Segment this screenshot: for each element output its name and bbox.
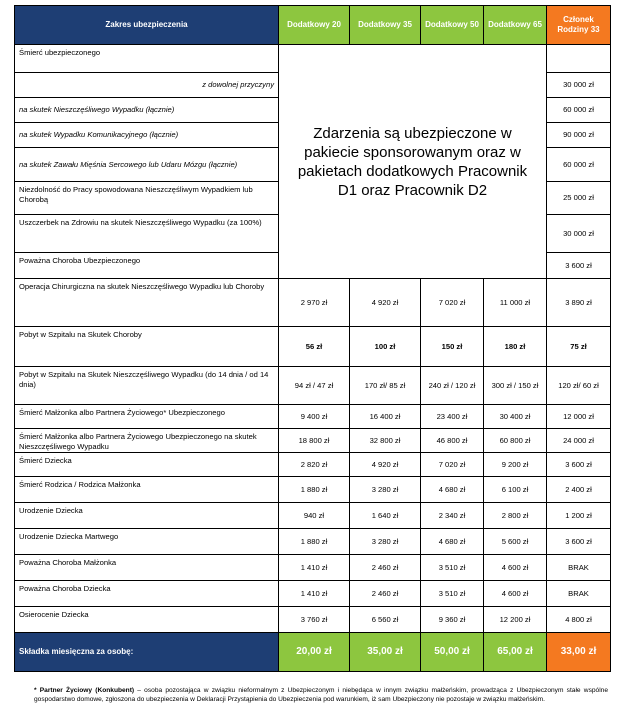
table-row bbox=[15, 503, 611, 529]
row-value: 18 800 zł bbox=[279, 429, 350, 453]
row-value: 3 510 zł bbox=[421, 581, 484, 607]
row-value: 1 200 zł bbox=[547, 503, 611, 529]
row-value: BRAK bbox=[547, 581, 611, 607]
row-label: Urodzenie Dziecka bbox=[15, 503, 279, 529]
row-value: 4 600 zł bbox=[484, 581, 547, 607]
row-value: 4 800 zł bbox=[547, 607, 611, 633]
header-col-d20: Dodatkowy 20 bbox=[279, 6, 350, 45]
row-value: 240 zł / 120 zł bbox=[421, 367, 484, 405]
row-value: 4 600 zł bbox=[484, 555, 547, 581]
row-value: 3 280 zł bbox=[350, 477, 421, 503]
row-value: 6 100 zł bbox=[484, 477, 547, 503]
total-value: 20,00 zł bbox=[279, 633, 350, 672]
row-value: 12 200 zł bbox=[484, 607, 547, 633]
row-value: 300 zł / 150 zł bbox=[484, 367, 547, 405]
row-value: 11 000 zł bbox=[484, 279, 547, 327]
row-value: 3 600 zł bbox=[547, 253, 611, 279]
total-value: 65,00 zł bbox=[484, 633, 547, 672]
row-label: na skutek Wypadku Komunikacyjnego (łącznie) bbox=[15, 123, 279, 148]
row-value: 23 400 zł bbox=[421, 405, 484, 429]
row-value: 60 000 zł bbox=[547, 148, 611, 182]
row-value: 60 800 zł bbox=[484, 429, 547, 453]
row-value: 120 zł/ 60 zł bbox=[547, 367, 611, 405]
row-value: 30 400 zł bbox=[484, 405, 547, 429]
row-label: Pobyt w Szpitalu na Skutek Nieszczęśliwego Wypadku (do 14 dnia / od 14 dnia) bbox=[15, 367, 279, 405]
header-row bbox=[15, 6, 611, 45]
header-col-family33: Członek Rodziny 33 bbox=[547, 6, 611, 45]
header-col-d65: Dodatkowy 65 bbox=[484, 6, 547, 45]
row-value: 25 000 zł bbox=[547, 182, 611, 215]
row-label: Śmierć ubezpieczonego bbox=[15, 45, 279, 73]
row-value bbox=[547, 45, 611, 73]
row-value: 3 890 zł bbox=[547, 279, 611, 327]
row-value: 1 410 zł bbox=[279, 581, 350, 607]
row-label: Śmierć Małżonka albo Partnera Życiowego* Ubezpieczonego bbox=[15, 405, 279, 429]
row-value: 2 460 zł bbox=[350, 555, 421, 581]
row-value: 46 800 zł bbox=[421, 429, 484, 453]
row-label: Uszczerbek na Zdrowiu na skutek Nieszczęśliwego Wypadku (za 100%) bbox=[15, 215, 279, 253]
row-value: 60 000 zł bbox=[547, 98, 611, 123]
row-value: 3 600 zł bbox=[547, 453, 611, 477]
row-value: 940 zł bbox=[279, 503, 350, 529]
row-label: Pobyt w Szpitalu na Skutek Choroby bbox=[15, 327, 279, 367]
row-value: 2 800 zł bbox=[484, 503, 547, 529]
row-value: 1 880 zł bbox=[279, 477, 350, 503]
row-value: 180 zł bbox=[484, 327, 547, 367]
row-value: 4 680 zł bbox=[421, 529, 484, 555]
row-value: 1 640 zł bbox=[350, 503, 421, 529]
table-row bbox=[15, 581, 611, 607]
table-row bbox=[15, 279, 611, 327]
row-value: 1 880 zł bbox=[279, 529, 350, 555]
row-value: 9 200 zł bbox=[484, 453, 547, 477]
total-value: 35,00 zł bbox=[350, 633, 421, 672]
header-col-d50: Dodatkowy 50 bbox=[421, 6, 484, 45]
row-label: Poważna Choroba Dziecka bbox=[15, 581, 279, 607]
row-value: 12 000 zł bbox=[547, 405, 611, 429]
row-value: 2 820 zł bbox=[279, 453, 350, 477]
row-value: 6 560 zł bbox=[350, 607, 421, 633]
total-label: Składka miesięczna za osobę: bbox=[15, 633, 279, 672]
row-value: 170 zł/ 85 zł bbox=[350, 367, 421, 405]
row-value: 56 zł bbox=[279, 327, 350, 367]
row-label: na skutek Nieszczęśliwego Wypadku (łącznie) bbox=[15, 98, 279, 123]
table-row bbox=[15, 607, 611, 633]
row-value: 7 020 zł bbox=[421, 453, 484, 477]
row-label: Osierocenie Dziecka bbox=[15, 607, 279, 633]
table-row bbox=[15, 453, 611, 477]
merged-note: Zdarzenia są ubezpieczone w pakiecie sponsorowanym oraz w pakietach dodatkowych Pracownik D1 oraz Pracownik D2 bbox=[279, 45, 547, 279]
row-label: Śmierć Rodzica / Rodzica Małżonka bbox=[15, 477, 279, 503]
row-value: 2 340 zł bbox=[421, 503, 484, 529]
row-value: 9 360 zł bbox=[421, 607, 484, 633]
row-value: 4 920 zł bbox=[350, 279, 421, 327]
row-value: 2 400 zł bbox=[547, 477, 611, 503]
row-value: BRAK bbox=[547, 555, 611, 581]
row-label: Urodzenie Dziecka Martwego bbox=[15, 529, 279, 555]
row-value: 90 000 zł bbox=[547, 123, 611, 148]
row-label: Poważna Choroba Ubezpieczonego bbox=[15, 253, 279, 279]
total-row bbox=[15, 633, 611, 672]
row-label: Śmierć Małżonka albo Partnera Życiowego Ubezpieczonego na skutek Nieszczęśliwego Wypadku bbox=[15, 429, 279, 453]
row-value: 150 zł bbox=[421, 327, 484, 367]
table-row bbox=[15, 45, 611, 73]
row-label: Niezdolność do Pracy spowodowana Nieszczęśliwym Wypadkiem lub Chorobą bbox=[15, 182, 279, 215]
footnote-term: * Partner Życiowy (Konkubent) bbox=[34, 687, 135, 694]
header-col-d35: Dodatkowy 35 bbox=[350, 6, 421, 45]
footnote bbox=[34, 686, 608, 704]
row-value: 3 510 zł bbox=[421, 555, 484, 581]
row-value: 1 410 zł bbox=[279, 555, 350, 581]
header-scope: Zakres ubezpieczenia bbox=[15, 6, 279, 45]
row-value: 3 280 zł bbox=[350, 529, 421, 555]
coverage-table bbox=[14, 5, 611, 672]
row-value: 100 zł bbox=[350, 327, 421, 367]
row-value: 24 000 zł bbox=[547, 429, 611, 453]
row-value: 3 600 zł bbox=[547, 529, 611, 555]
row-label: z dowolnej przyczyny bbox=[15, 73, 279, 98]
table-row bbox=[15, 405, 611, 429]
table-row bbox=[15, 429, 611, 453]
row-value: 75 zł bbox=[547, 327, 611, 367]
total-value: 33,00 zł bbox=[547, 633, 611, 672]
table-row bbox=[15, 555, 611, 581]
row-value: 32 800 zł bbox=[350, 429, 421, 453]
footnote-text: – osoba pozostająca w związku nieformalnym z Ubezpieczonym i niebędąca w innym związku małżeńskim, prowadząca z Ubezpieczonym stałe wspólne gospodarstwo domowe, zgłoszona do ubezpieczenia w Deklaracji Przystąpienia do Ubezpieczenia pod warunkiem, iż sam Ubezpieczony nie pozostaje w związku małżeńskim. bbox=[34, 687, 608, 703]
row-value: 94 zł / 47 zł bbox=[279, 367, 350, 405]
row-value: 5 600 zł bbox=[484, 529, 547, 555]
row-value: 30 000 zł bbox=[547, 73, 611, 98]
table-row bbox=[15, 477, 611, 503]
row-value: 9 400 zł bbox=[279, 405, 350, 429]
total-value: 50,00 zł bbox=[421, 633, 484, 672]
row-value: 7 020 zł bbox=[421, 279, 484, 327]
row-label: Śmierć Dziecka bbox=[15, 453, 279, 477]
table-row bbox=[15, 367, 611, 405]
row-value: 30 000 zł bbox=[547, 215, 611, 253]
row-value: 4 920 zł bbox=[350, 453, 421, 477]
table-row bbox=[15, 529, 611, 555]
row-label: Poważna Choroba Małżonka bbox=[15, 555, 279, 581]
row-value: 16 400 zł bbox=[350, 405, 421, 429]
row-label: na skutek Zawału Mięśnia Sercowego lub Udaru Mózgu (łącznie) bbox=[15, 148, 279, 182]
row-value: 2 970 zł bbox=[279, 279, 350, 327]
row-label: Operacja Chirurgiczna na skutek Nieszczęśliwego Wypadku lub Choroby bbox=[15, 279, 279, 327]
row-value: 2 460 zł bbox=[350, 581, 421, 607]
table-row bbox=[15, 327, 611, 367]
row-value: 4 680 zł bbox=[421, 477, 484, 503]
row-value: 3 760 zł bbox=[279, 607, 350, 633]
